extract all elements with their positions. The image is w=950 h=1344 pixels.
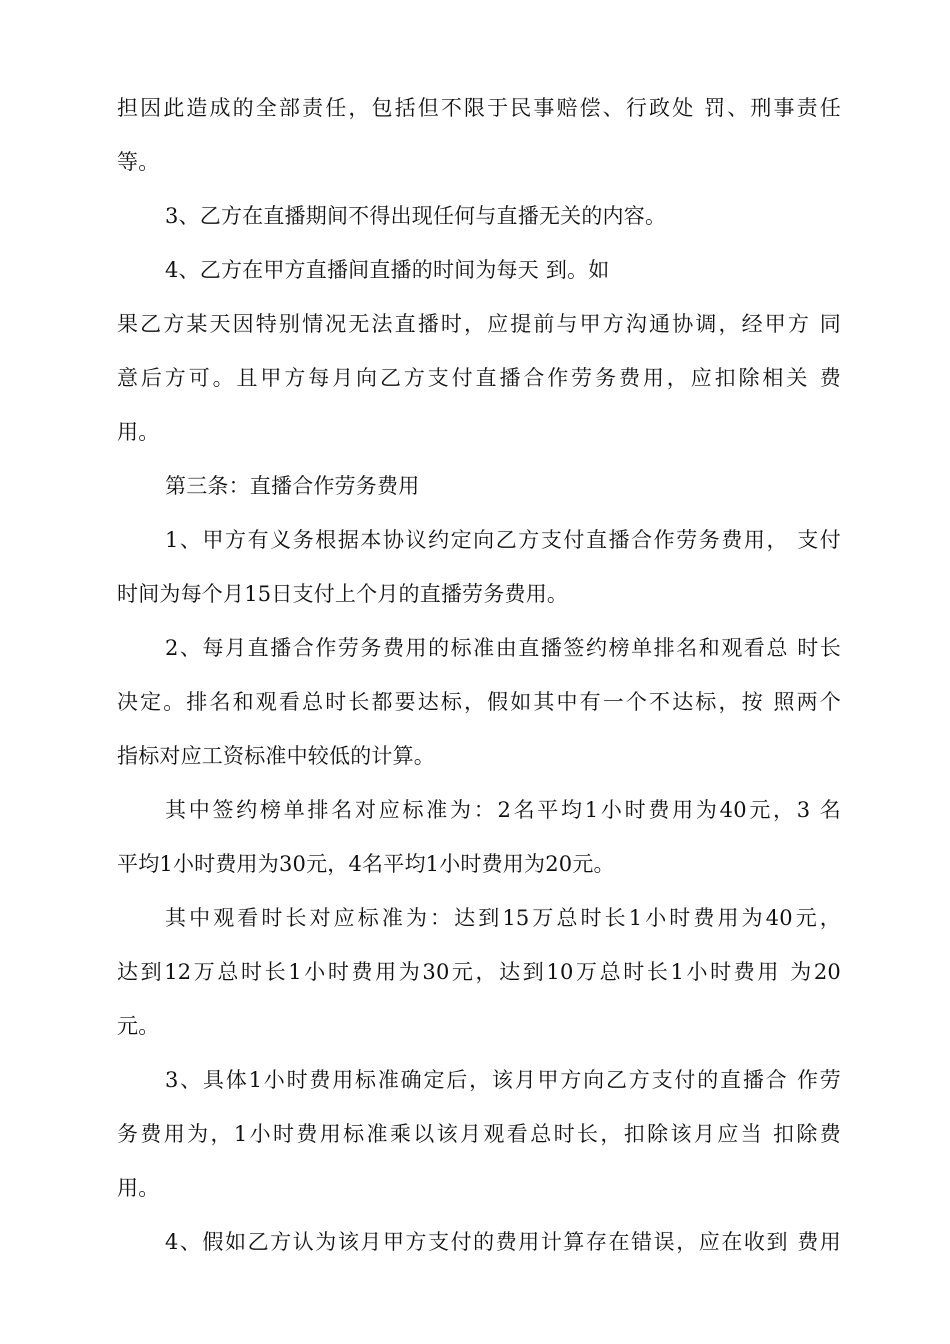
section-heading: 第三条：直播合作劳务费用: [165, 474, 420, 498]
paragraph-line: 4、乙方在甲方直播间直播的时间为每天 到。如: [165, 258, 610, 282]
paragraph-line: 2、每月直播合作劳务费用的标准由直播签约榜单排名和观看总 时长: [165, 636, 841, 660]
paragraph-line: 3、乙方在直播期间不得出现任何与直播无关的内容。: [165, 204, 667, 228]
paragraph-line: 平均1小时费用为30元，4名平均1小时费用为20元。: [117, 852, 615, 876]
paragraph-line: 指标对应工资标准中较低的计算。: [117, 744, 435, 768]
paragraph-line: 意后方可。且甲方每月向乙方支付直播合作劳务费用，应扣除相关 费: [117, 366, 841, 390]
paragraph-line: 3、具体1小时费用标准确定后，该月甲方向乙方支付的直播合 作劳: [165, 1068, 841, 1092]
paragraph-line: 其中观看时长对应标准为：达到15万总时长1小时费用为40元，: [165, 906, 841, 930]
paragraph-line: 等。: [117, 150, 160, 174]
paragraph-line: 其中签约榜单排名对应标准为：2名平均1小时费用为40元，3 名: [165, 798, 841, 822]
paragraph-line: 元。: [117, 1014, 160, 1038]
paragraph-line: 达到12万总时长1小时费用为30元，达到10万总时长1小时费用 为20: [117, 960, 841, 984]
paragraph-line: 4、假如乙方认为该月甲方支付的费用计算存在错误，应在收到 费用: [165, 1230, 841, 1254]
paragraph-line: 果乙方某天因特别情况无法直播时，应提前与甲方沟通协调，经甲方 同: [117, 312, 841, 336]
paragraph-line: 1、甲方有义务根据本协议约定向乙方支付直播合作劳务费用， 支付: [165, 528, 841, 552]
paragraph-line: 用。: [117, 420, 160, 444]
paragraph-line: 时间为每个月15日支付上个月的直播劳务费用。: [117, 582, 569, 606]
paragraph-line: 决定。排名和观看总时长都要达标，假如其中有一个不达标，按 照两个: [117, 690, 841, 714]
paragraph-line: 用。: [117, 1176, 160, 1200]
paragraph-line: 务费用为，1小时费用标准乘以该月观看总时长，扣除该月应当 扣除费: [117, 1122, 841, 1146]
paragraph-line: 担因此造成的全部责任，包括但不限于民事赔偿、行政处 罚、刑事责任: [117, 96, 841, 120]
